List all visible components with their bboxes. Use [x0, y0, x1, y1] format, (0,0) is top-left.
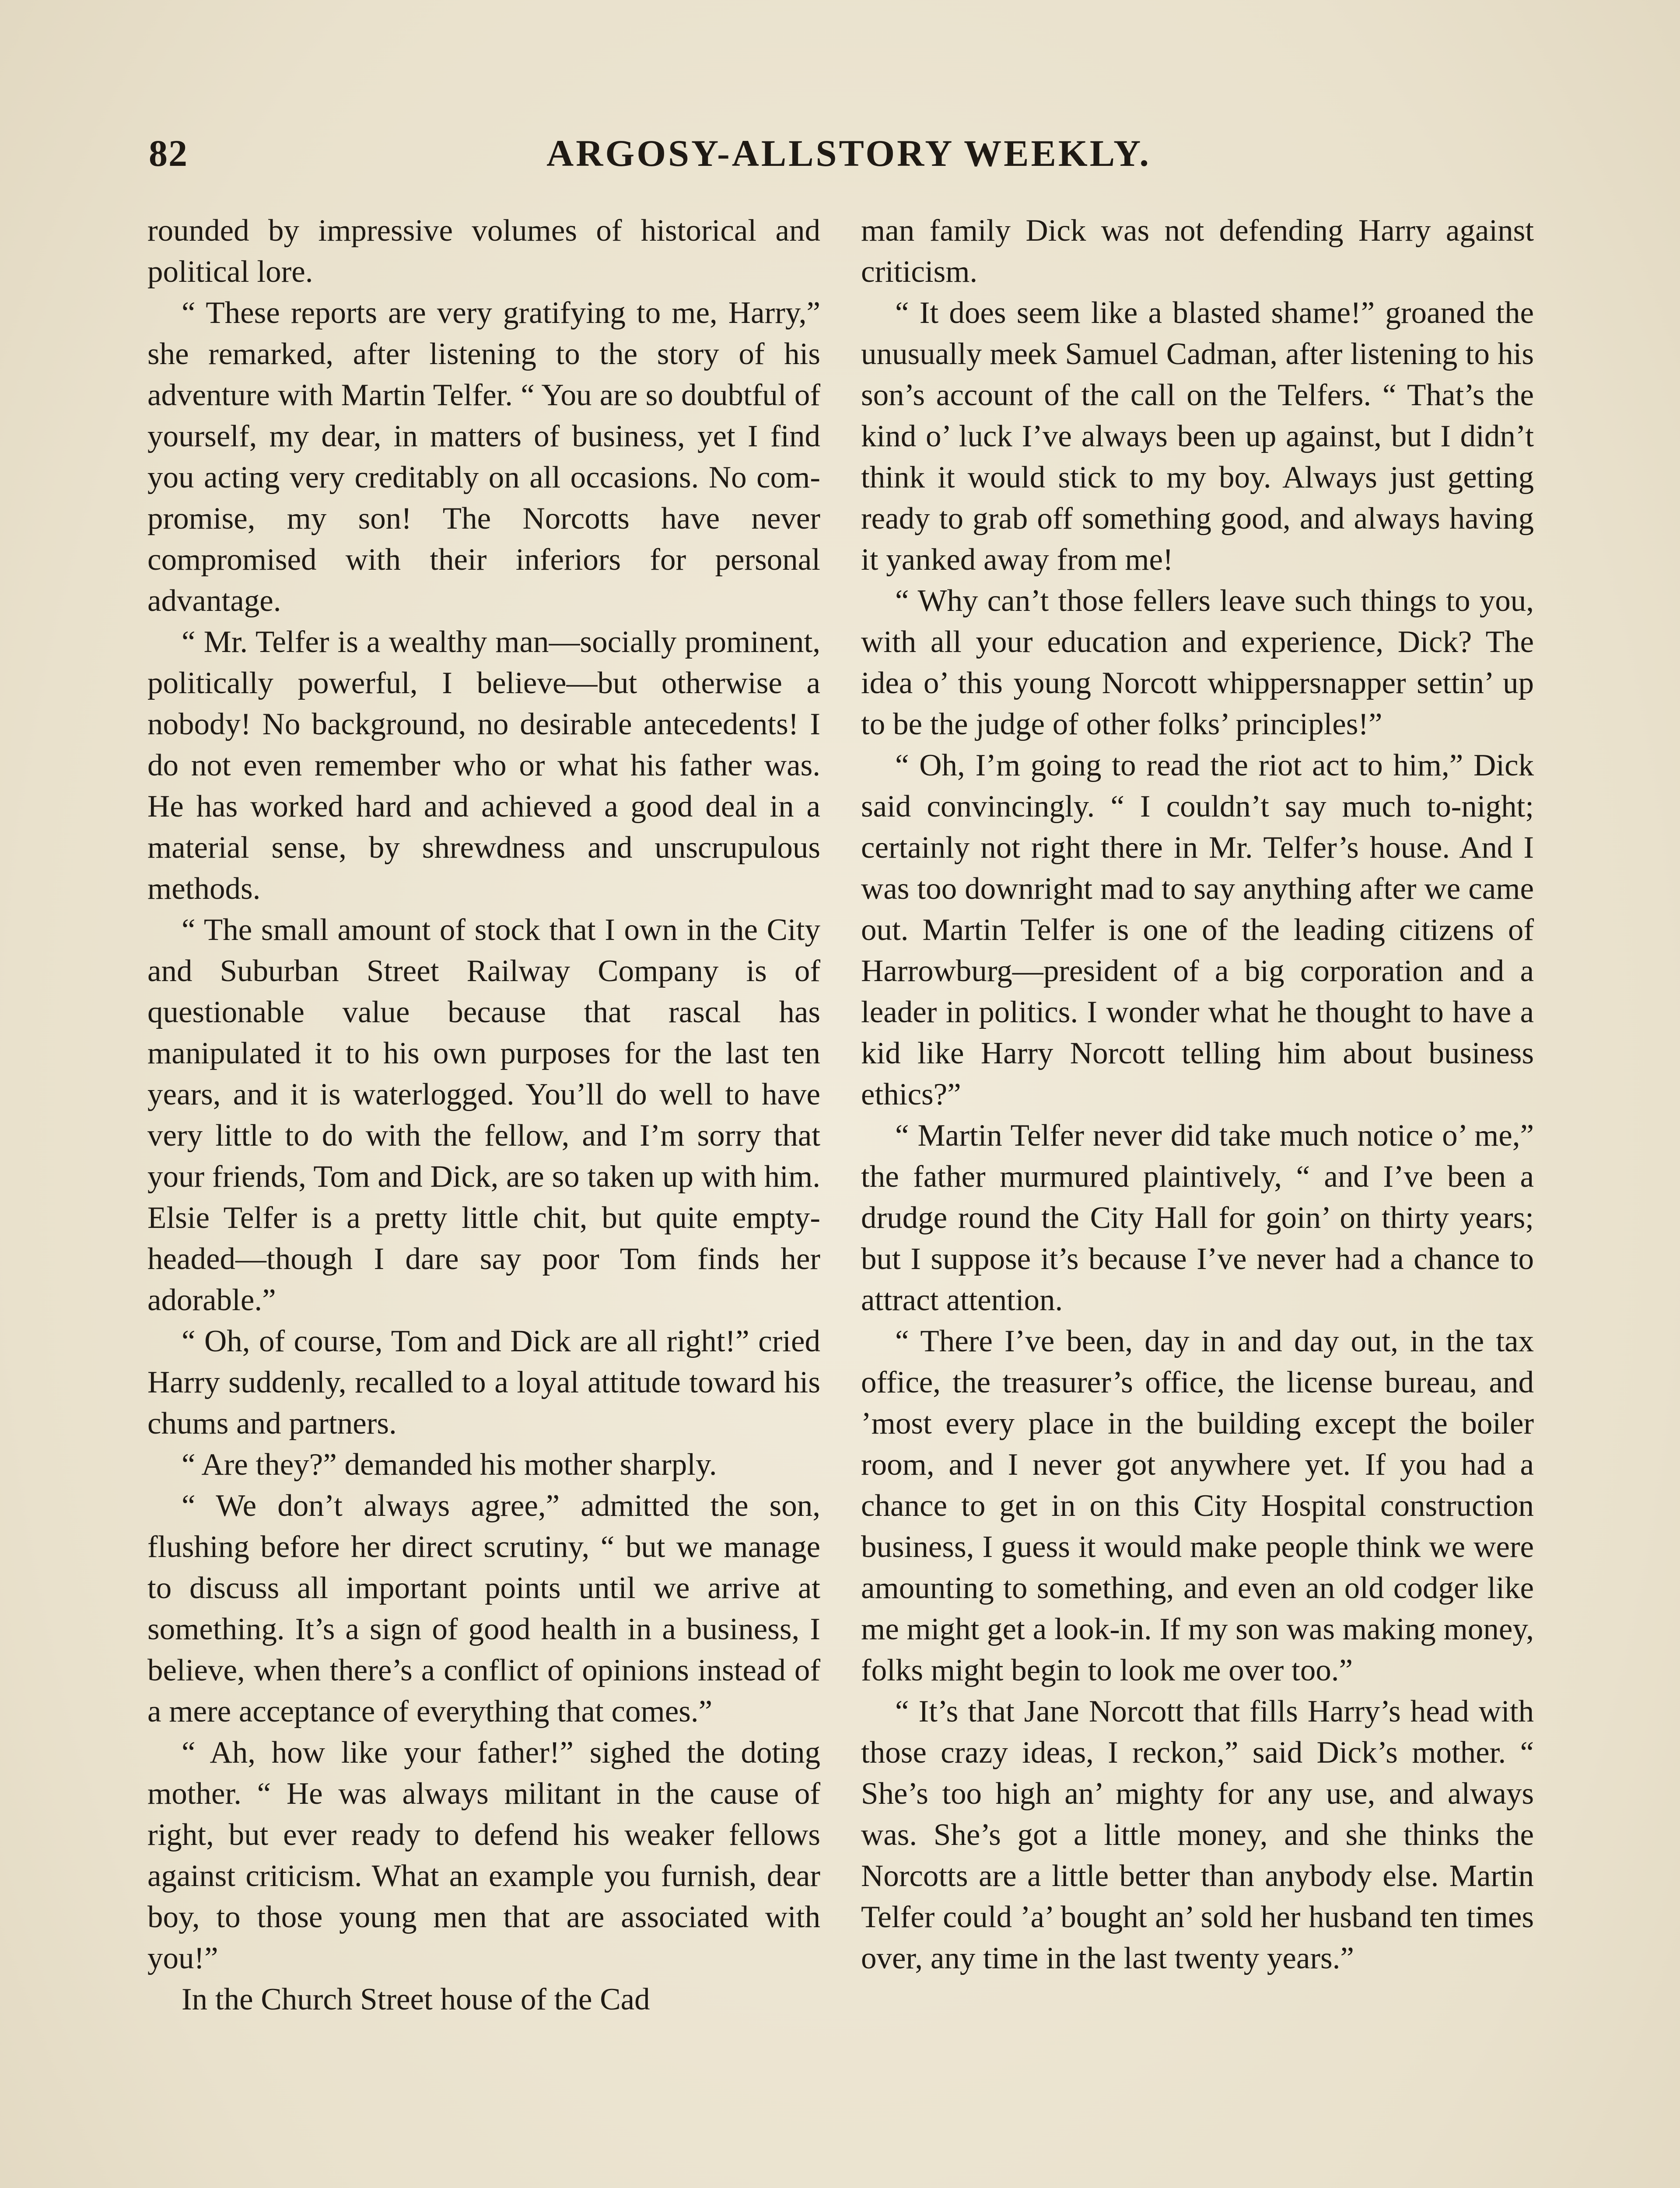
paragraph: “ Mr. Telfer is a wealthy man—socially prominent, politically powerful, I believe—but otherwise a nobody! No background, no desirable antecedents! I do not even remember who or what his father was. He has worked hard and achieved a good deal in a material sense, by shrewdness and unscrupulous methods. — [147, 625, 820, 906]
page-header — [149, 131, 1549, 179]
paragraph: “ It does seem like a blasted shame!” groaned the unusually meek Samuel Cadman, after listening to his son’s account of the call on the Telfers. “ That’s the kind o’ luck I’ve always been up against, but I didn’t think it would stick to my boy. Always just getting ready to grab off something good, and always having it yanked away from me! — [861, 296, 1534, 577]
paragraph: “ It’s that Jane Norcott that fills Harry’s head with those crazy ideas, I reckon,” said Dick’s mother. “ She’s too high an’ mighty for any use, and always was. She’s got a little money, and she thinks the Norcotts are a little better than anybody else. Martin Telfer could ’a’ bought an’ sold her husband ten times over, any time in the last twenty years.” — [861, 1694, 1534, 1975]
paragraph: rounded by impressive volumes of historical and political lore. — [147, 214, 820, 289]
paragraph: “ We don’t always agree,” admitted the son, flushing before her direct scrutiny, “ but we manage to discuss all important points until we arrive at something. It’s a sign of good health in a business, I believe, when there’s a conflict of opinions instead of a mere acceptance of everything that comes.” — [147, 1489, 820, 1729]
paragraph: “ These reports are very gratifying to me, Harry,” she remarked, after listening to the story of his adventure with Martin Telfer. “ You are so doubtful of yourself, my dear, in matters of business, yet I find you acting very creditably on all occasions. No compromise, my son! The Norcotts have never compromised with their inferiors for personal advantage. — [147, 296, 820, 618]
page-number: 82 — [149, 132, 188, 174]
right-column — [861, 210, 1534, 1979]
paragraph: “ The small amount of stock that I own in the City and Suburban Street Railway Company is of questionable value because that rascal has manipulated it to his own purposes for the last ten years, and it is waterlogged. You’ll do well to have very little to do with the fellow, and I’m sorry that your friends, Tom and Dick, are so taken up with him. Elsie Telfer is a pretty little chit, but quite empty-headed—though I dare say poor Tom finds her adorable.” — [147, 913, 820, 1317]
paragraph: “ Are they?” demanded his mother sharply. — [182, 1448, 717, 1482]
paragraph: man family Dick was not defending Harry against criticism. — [861, 214, 1534, 289]
paragraph: In the Church Street house of the Cad — [182, 1982, 650, 2016]
paragraph: “ Martin Telfer never did take much notice o’ me,” the father murmured plaintively, “ and I’ve been a drudge round the City Hall for goin’ on thirty years; but I suppose it’s because I’ve never had a chance to attract attention. — [861, 1119, 1534, 1317]
left-column — [147, 210, 820, 2020]
running-title: ARGOSY-ALLSTORY WEEKLY. — [546, 132, 1151, 174]
paragraph: “ Ah, how like your father!” sighed the doting mother. “ He was always militant in the cause of right, but ever ready to defend his weaker fellows against criticism. What an example you furnish, dear boy, to those young men that are associated with you!” — [147, 1736, 820, 1975]
paragraph: “ Oh, I’m going to read the riot act to him,” Dick said convincingly. “ I couldn’t say much to-night; certainly not right there in Mr. Telfer’s house. And I was too downright mad to say anything after we came out. Martin Telfer is one of the leading citizens of Harrowburg—president of a big corporation and a leader in politics. I wonder what he thought to have a kid like Harry Norcott telling him about business ethics?” — [861, 748, 1534, 1112]
paragraph: “ There I’ve been, day in and day out, in the tax office, the treasurer’s office, the license bureau, and ’most every place in the building except the boiler room, and I never got anywhere yet. If you had a chance to get in on this City Hospital construction business, I guess it would make people think we were amounting to something, and even an old codger like me might get a look-in. If my son was making money, folks might begin to look me over too.” — [861, 1324, 1534, 1687]
paragraph: “ Oh, of course, Tom and Dick are all right!” cried Harry suddenly, recalled to a loyal attitude toward his chums and partners. — [147, 1324, 820, 1441]
paragraph: “ Why can’t those fellers leave such things to you, with all your education and experience, Dick? The idea o’ this young Norcott whippersnapper settin’ up to be the judge of other folks’ principles!” — [861, 584, 1534, 741]
